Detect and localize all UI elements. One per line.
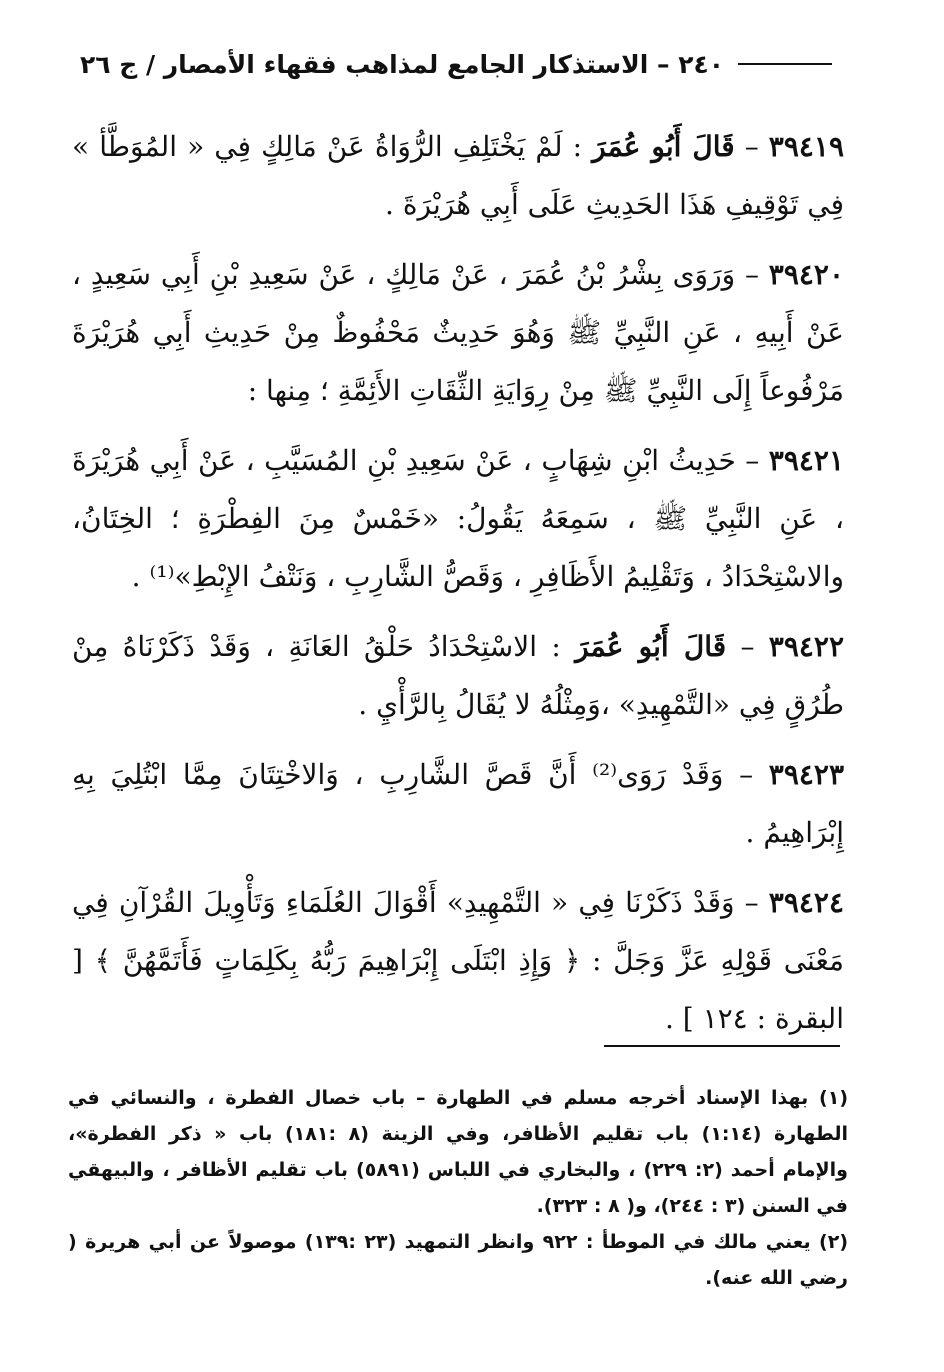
paragraph-39423: ٣٩٤٢٣ – وَقَدْ رَوَى⁽²⁾ أَنَّ قَصَّ الشَّارِبِ ، وَالاخْتِتَانَ مِمَّا ابْتُلِيَ بِهِ إِبْرَاهِيمُ .: [72, 758, 844, 849]
paragraph-lead: قَالَ أَبُو عُمَرَ: [575, 630, 727, 663]
header-title: ٢٤٠ – الاستذكار الجامع لمذاهب فقهاء الأمصار / ج ٢٦: [80, 49, 725, 79]
footnote-1: (١) بهذا الإسناد أخرجه مسلم في الطهارة – باب خصال الفطرة ، والنسائي في الطهارة (١:١٤) باب تقليم الأظافر، وفي الزينة (٨ :١٨١) باب « ذكر الفطرة»، والإمام أحمد (٢: ٢٢٩) ، والبخاري في اللباس (٥٨٩١) باب تقليم الأظافر ، والبيهقي في السنن (٣ : ٢٤٤)، و( ٨ : ٣٢٣).: [68, 1087, 848, 1217]
paragraph-text: وَقَدْ ذَكَرْنَا فِي « التَّمْهِيدِ» أَقْوَالَ العُلَمَاءِ وَتَأْوِيلَ القُرْآنِ فِي مَعْنَى قَوْلِهِ عَزَّ وَجَلَّ : ﴿ وَإِذِ ابْتَلَى إِبْرَاهِيمَ رَبُّهُ بِكَلِمَاتٍ فَأَتَمَّهُنَّ ﴾ [ البقرة : ١٢٤ ] .: [72, 886, 844, 1035]
paragraph-number: ٣٩٤١٩: [768, 130, 844, 163]
paragraph-39424: ٣٩٤٢٤ – وَقَدْ ذَكَرْنَا فِي « التَّمْهِيدِ» أَقْوَالَ العُلَمَاءِ وَتَأْوِيلَ القُرْآنِ فِي مَعْنَى قَوْلِهِ عَزَّ وَجَلَّ : ﴿ وَإِذِ ابْتَلَى إِبْرَاهِيمَ رَبُّهُ بِكَلِمَاتٍ فَأَتَمَّهُنَّ ﴾ [ البقرة : ١٢٤ ] .: [72, 886, 844, 1035]
paragraph-number: ٣٩٤٢١: [768, 444, 844, 477]
main-text: [72, 118, 844, 1060]
paragraph-number: ٣٩٤٢٠: [768, 258, 844, 291]
footnote-separator: [604, 1045, 840, 1047]
footnotes: [68, 1080, 848, 1296]
paragraph-lead: قَالَ أَبُو عُمَرَ: [592, 130, 735, 163]
paragraph-text: حَدِيثُ ابْنِ شِهَابٍ ، عَنْ سَعِيدِ بْنِ المُسَيَّبِ ، عَنْ أَبِي هُرَيْرَةَ ، عَنِ النَّبِيِّ ﷺ ، سَمِعَهُ يَقُولُ: «خَمْسٌ مِنَ الفِطْرَةِ ؛ الخِتَانُ، والاسْتِحْدَادُ ، وَتَقْلِيمُ الأَظَافِرِ ، وَقَصُّ الشَّارِبِ ، وَنَتْفُ الإِبْطِ»⁽¹⁾ .: [72, 444, 844, 593]
running-header: [80, 40, 850, 88]
paragraph-text: : الاسْتِحْدَادُ حَلْقُ العَانَةِ ، وَقَدْ ذَكَرْنَاهُ مِنْ طُرُقٍ فِي «التَّمْهِيدِ» ،وَمِثْلُهُ لا يُقَالُ بِالرَّأْيِ .: [72, 630, 844, 721]
paragraph-number: ٣٩٤٢٢: [768, 630, 844, 663]
paragraph-39421: ٣٩٤٢١ – حَدِيثُ ابْنِ شِهَابٍ ، عَنْ سَعِيدِ بْنِ المُسَيَّبِ ، عَنْ أَبِي هُرَيْرَةَ ، عَنِ النَّبِيِّ ﷺ ، سَمِعَهُ يَقُولُ: «خَمْسٌ مِنَ الفِطْرَةِ ؛ الخِتَانُ، والاسْتِحْدَادُ ، وَتَقْلِيمُ الأَظَافِرِ ، وَقَصُّ الشَّارِبِ ، وَنَتْفُ الإِبْطِ»⁽¹⁾ .: [72, 444, 844, 593]
paragraph-39422: ٣٩٤٢٢ – قَالَ أَبُو عُمَرَ : الاسْتِحْدَادُ حَلْقُ العَانَةِ ، وَقَدْ ذَكَرْنَاهُ مِنْ طُرُقٍ فِي «التَّمْهِيدِ» ،وَمِثْلُهُ لا يُقَالُ بِالرَّأْيِ .: [72, 630, 844, 721]
paragraph-number: ٣٩٤٢٤: [768, 886, 844, 919]
paragraph-39419: ٣٩٤١٩ – قَالَ أَبُو عُمَرَ : لَمْ يَخْتَلِفِ الرُّوَاةُ عَنْ مَالِكٍ فِي « المُوَطَّأ » فِي تَوْقِيفِ هَذَا الحَدِيثِ عَلَى أَبِي هُرَيْرَةَ .: [72, 130, 844, 221]
footnote-2: (٢) يعني مالك في الموطأ : ٩٢٢ وانظر التمهيد (٢٣ :١٣٩) موصولاً عن أبي هريرة ( رضي الله عنه).: [68, 1231, 848, 1289]
paragraph-text: : لَمْ يَخْتَلِفِ الرُّوَاةُ عَنْ مَالِكٍ فِي « المُوَطَّأ » فِي تَوْقِيفِ هَذَا الحَدِيثِ عَلَى أَبِي هُرَيْرَةَ .: [72, 130, 844, 221]
paragraph-text: وَقَدْ رَوَى⁽²⁾ أَنَّ قَصَّ الشَّارِبِ ، وَالاخْتِتَانَ مِمَّا ابْتُلِيَ بِهِ إِبْرَاهِيمُ .: [72, 758, 844, 849]
header-rule: [738, 63, 832, 65]
paragraph-text: وَرَوَى بِشْرُ بْنُ عُمَرَ ، عَنْ مَالِكٍ ، عَنْ سَعِيدِ بْنِ أَبِي سَعِيدٍ ، عَنْ أَبِيهِ ، عَنِ النَّبِيِّ ﷺ وَهُوَ حَدِيثٌ مَحْفُوظٌ مِنْ حَدِيثِ أَبِي هُرَيْرَةَ مَرْفُوعاً إِلَى النَّبِيِّ ﷺ مِنْ رِوَايَةِ الثِّقَاتِ الأَئِمَّةِ ؛ مِنها :: [72, 258, 844, 407]
paragraph-39420: ٣٩٤٢٠ – وَرَوَى بِشْرُ بْنُ عُمَرَ ، عَنْ مَالِكٍ ، عَنْ سَعِيدِ بْنِ أَبِي سَعِيدٍ ، عَنْ أَبِيهِ ، عَنِ النَّبِيِّ ﷺ وَهُوَ حَدِيثٌ مَحْفُوظٌ مِنْ حَدِيثِ أَبِي هُرَيْرَةَ مَرْفُوعاً إِلَى النَّبِيِّ ﷺ مِنْ رِوَايَةِ الثِّقَاتِ الأَئِمَّةِ ؛ مِنها :: [72, 258, 844, 407]
paragraph-number: ٣٩٤٢٣: [768, 758, 844, 791]
